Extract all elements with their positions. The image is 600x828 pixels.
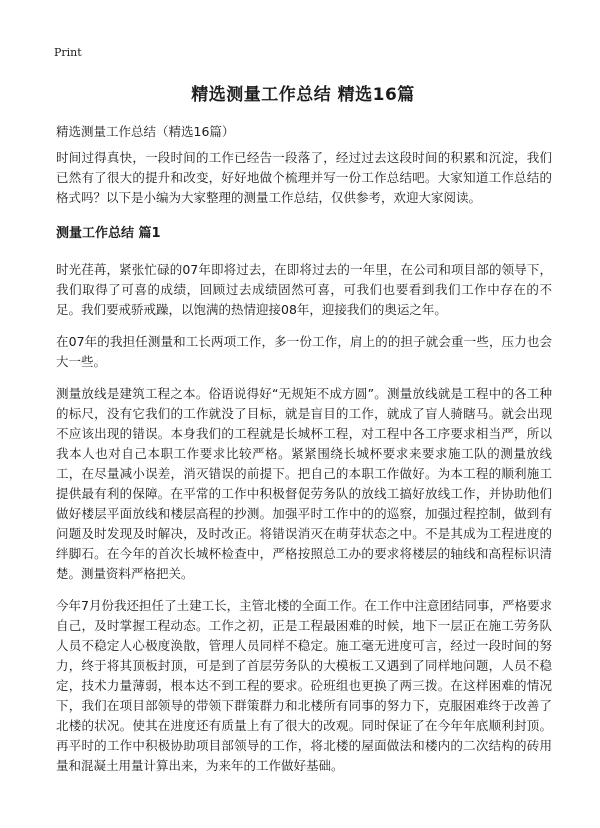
document-subtitle: 精选测量工作总结（精选16篇） [56, 124, 235, 139]
section-heading: 测量工作总结 篇1 [56, 226, 161, 241]
body-paragraph: 测量放线是建筑工程之本。俗语说得好“无规矩不成方圆”。测量放线就是工程中的各工种的标尺，没有它我们的工作就没了目标，就是盲目的工作，就成了盲人骑瞎马。就会出现不应该出现的错误。本身我们的工程就是长城杯工程，对工程中各工序要求相当严，所以我本人也对自己本职工作要求比较严格。紧紧围绕长城杯要求来要求施工队的测量放线工，在尽量减小误差，消灭错误的前提下。把自己的本职工作做好。为本工程的顺利施工提供最有利的保障。在平常的工作中积极督促劳务队的放线工搞好放线工作，并协助他们做好楼层平面放线和楼层高程的抄测。加强平时工作中的的巡察，加强过程控制，做到有问题及时发现及时解决，及时改正。将错误消灭在萌芽状态之中。不是其成为工程进度的绊脚石。在今年的首次长城杯检查中，严格按照总工办的要求将楼层的轴线和高程标识清楚。测量资料严格把关。 [56, 386, 552, 581]
document-body [56, 148, 552, 788]
intro-paragraph: 时间过得真快，一段时间的工作已经告一段落了，经过过去这段时间的积累和沉淀，我们已然有了很大的提升和改变，好好地做个梳理并写一份工作总结吧。大家知道工作总结的格式吗？以下是小编为大家整理的测量工作总结，仅供参考，欢迎大家阅读。 [56, 150, 552, 205]
body-paragraph: 在07年的我担任测量和工长两项工作，多一份工作，肩上的的担子就会重一些，压力也会大一些。 [56, 334, 552, 369]
body-paragraph: 今年7月份我还担任了土建工长，主管北楼的全面工作。在工作中注意团结同事，严格要求自己，及时掌握工程动态。工作之初，正是工程最困难的时候，地下一层正在施工劳务队人员不稳定人心极度涣散，管理人员同样不稳定。施工毫无进度可言，经过一段时间的努力，终于将其顶板封顶，可是到了首层劳务队的大模板工又遇到了同样地问题，人员不稳定，技术力量薄弱，根本达不到工程的要求。砼班组也更换了两三拨。在这样困难的情况下，我们在项目部领导的带领下群策群力和北楼所有同事的努力下，克服困难终于改善了北楼的状况。使其在进度还有质量上有了很大的改观。同时保证了在今年年底顺利封顶。再平时的工作中积极协助项目部领导的工作，将北楼的屋面做法和楼内的二次结构的砖用量和混凝土用量计算出来，为来年的工作做好基础。 [56, 598, 552, 773]
print-label: Print [54, 46, 82, 59]
body-paragraph: 时光荏苒，紧张忙碌的07年即将过去，在即将过去的一年里，在公司和项目部的领导下，我们取得了可喜的成绩，回顾过去成绩固然可喜，可我们也要看到我们工作中存在的不足。我们要戒骄戒躁，以饱满的热情迎接08年，迎接我们的奥运之年。 [56, 262, 552, 317]
document-title: 精选测量工作总结 精选16篇 [191, 85, 415, 105]
